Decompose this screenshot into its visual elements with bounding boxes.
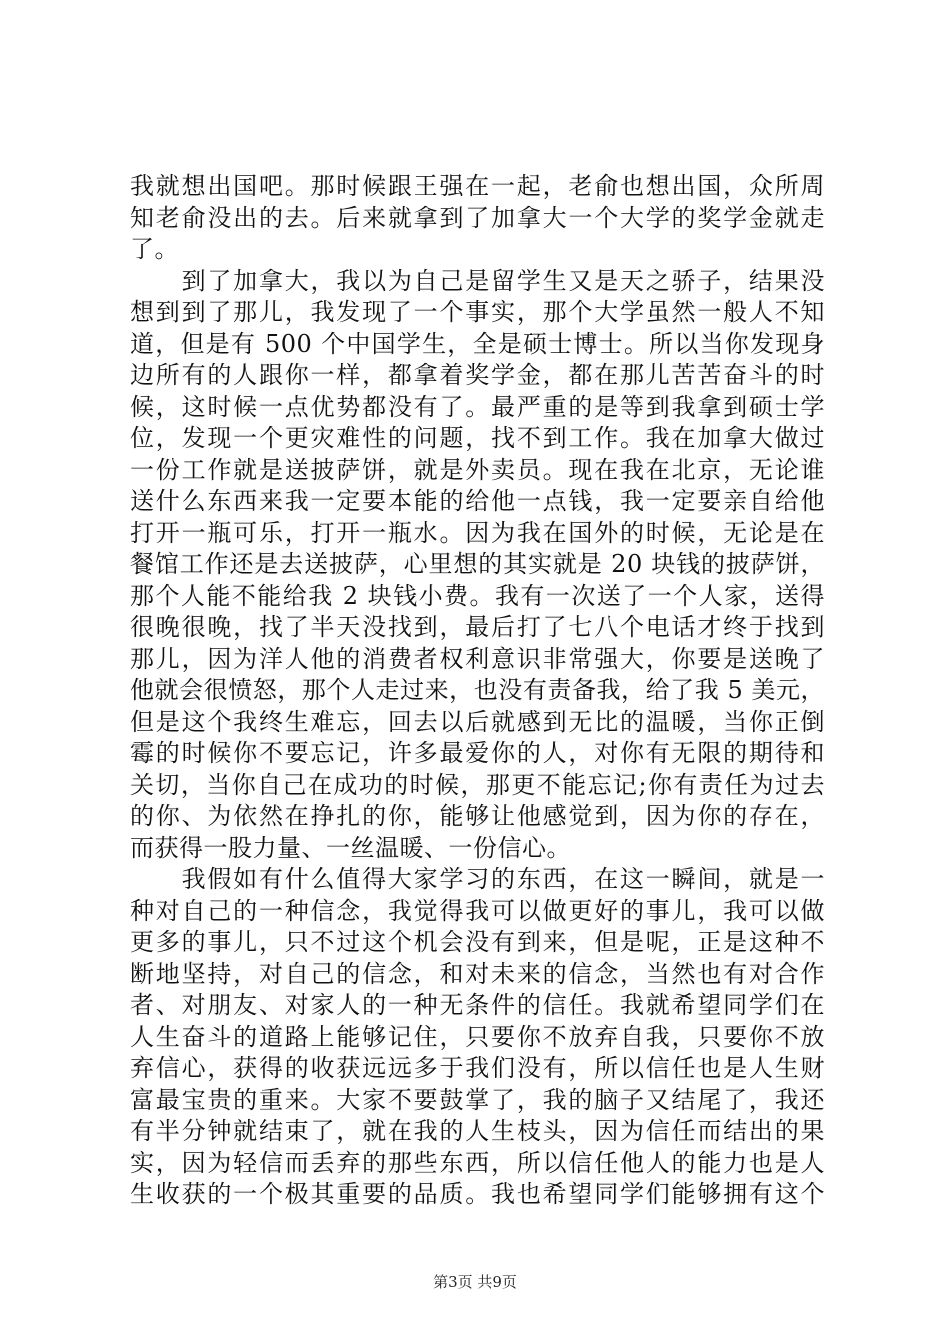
text-line: 那个人能不能给我 2 块钱小费。我有一次送了一个人家，送得 [130, 581, 825, 610]
text-line: 候，这时候一点优势都没有了。最严重的是等到我拿到硕士学 [130, 392, 825, 421]
text-line: 想到到了那儿，我发现了一个事实，那个大学虽然一般人不知 [130, 298, 825, 326]
text-line: 更多的事儿，只不过这个机会没有到来，但是呢，正是这种不 [130, 928, 825, 956]
text-line: 知老俞没出的去。后来就拿到了加拿大一个大学的奖学金就走 [130, 203, 825, 232]
text-line: 断地坚持，对自己的信念，和对未来的信念，当然也有对合作 [130, 959, 825, 988]
document-body [130, 171, 825, 1211]
text-line: 有半分钟就结束了，就在我的人生枝头，因为信任而结出的果 [130, 1117, 825, 1145]
text-line: 送什么东西来我一定要本能的给他一点钱，我一定要亲自给他 [130, 487, 825, 515]
text-line: 富最宝贵的重来。大家不要鼓掌了，我的脑子又结尾了，我还 [130, 1085, 825, 1114]
page-number-footer: 第3页 共9页 [433, 1273, 517, 1291]
text-line: 实，因为轻信而丢弃的那些东西，所以信任他人的能力也是人 [130, 1148, 825, 1177]
text-line: 的你、为依然在挣扎的你，能够让他感觉到，因为你的存在， [130, 802, 825, 830]
text-line: 种对自己的一种信念，我觉得我可以做更好的事儿，我可以做 [130, 896, 825, 925]
text-line: 人生奋斗的道路上能够记住，只要你不放弃自我，只要你不放 [130, 1022, 825, 1051]
text-line: 了。 [130, 235, 179, 263]
text-line: 打开一瓶可乐，打开一瓶水。因为我在国外的时候，无论是在 [130, 518, 825, 547]
text-line: 他就会很愤怒，那个人走过来，也没有责备我，给了我 5 美元， [130, 676, 825, 704]
text-line: 很晚很晚，找了半天没找到，最后打了七八个电话才终于找到 [130, 613, 825, 641]
text-line: 霉的时候你不要忘记，许多最爱你的人，对你有无限的期待和 [130, 739, 825, 767]
text-line: 我假如有什么值得大家学习的东西，在这一瞬间，就是一 [130, 865, 825, 893]
text-line: 那儿，因为洋人他的消费者权利意识非常强大，你要是送晚了 [130, 644, 825, 673]
text-line: 而获得一股力量、一丝温暖、一份信心。 [130, 833, 571, 862]
text-line: 一份工作就是送披萨饼，就是外卖员。现在我在北京，无论谁 [130, 455, 825, 484]
text-line: 关切，当你自己在成功的时候，那更不能忘记;你有责任为过去 [130, 770, 825, 799]
text-line: 到了加拿大，我以为自己是留学生又是天之骄子，结果没 [130, 266, 825, 295]
text-line: 边所有的人跟你一样，都拿着奖学金，都在那儿苦苦奋斗的时 [130, 361, 825, 389]
text-line: 但是这个我终生难忘，回去以后就感到无比的温暖，当你正倒 [130, 707, 825, 736]
text-line: 位，发现一个更灾难性的问题，找不到工作。我在加拿大做过 [130, 424, 825, 452]
text-line: 弃信心，获得的收获远远多于我们没有，所以信任也是人生财 [130, 1054, 825, 1082]
text-line: 餐馆工作还是去送披萨，心里想的其实就是 20 块钱的披萨饼， [130, 550, 825, 578]
text-line: 者、对朋友、对家人的一种无条件的信任。我就希望同学们在 [130, 991, 825, 1019]
text-line: 生收获的一个极其重要的品质。我也希望同学们能够拥有这个 [130, 1180, 825, 1208]
text-line: 我就想出国吧。那时候跟王强在一起，老俞也想出国，众所周 [130, 172, 825, 200]
text-line: 道，但是有 500 个中国学生，全是硕士博士。所以当你发现身 [130, 329, 825, 358]
